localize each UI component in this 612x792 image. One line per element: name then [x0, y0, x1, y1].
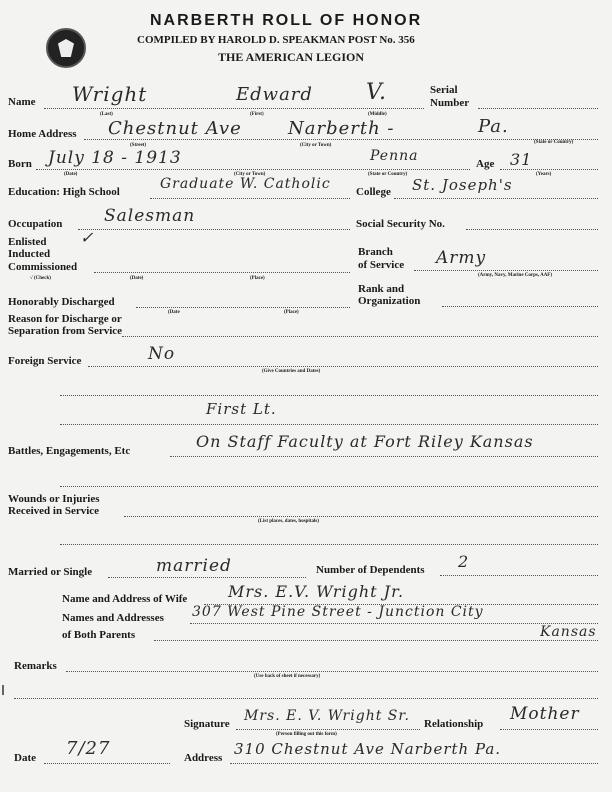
branch-label: Branch: [358, 246, 393, 258]
college-label: College: [356, 186, 391, 198]
relationship-line: [500, 729, 598, 730]
born-state-sublabel: (State or Country): [368, 172, 408, 177]
wife-address-entry: 307 West Pine Street - Junction City: [192, 604, 484, 620]
ssn-line: [466, 229, 598, 230]
battles-line-3: [60, 486, 598, 487]
parents-line-1: [190, 623, 598, 624]
signature-label: Signature: [184, 718, 230, 730]
signature-line: [236, 729, 420, 730]
parents-line-2: [154, 640, 598, 641]
ssn-label: Social Security No.: [356, 218, 445, 230]
check-sublabel: √ (Check): [30, 276, 51, 281]
address-label: Address: [184, 752, 223, 764]
home-address-label: Home Address: [8, 128, 77, 140]
years-sublabel: (Years): [536, 172, 552, 177]
reason-line: [122, 336, 598, 337]
address-entry: 310 Chestnut Ave Narberth Pa.: [234, 740, 502, 758]
name-line: [44, 108, 424, 109]
wife-entry: Mrs. E.V. Wright Jr.: [228, 582, 405, 601]
born-label: Born: [8, 158, 32, 170]
of-service-label: of Service: [358, 259, 405, 271]
middle-name-entry: V.: [366, 80, 388, 105]
serial-label: Serial: [430, 84, 458, 96]
foreign-service-label: Foreign Service: [8, 355, 82, 367]
foreign-service-line-2: [60, 395, 598, 396]
discharge-line: [136, 307, 350, 308]
first-sublabel: (First): [250, 112, 264, 117]
born-city-sublabel: (City or Town): [234, 172, 266, 177]
number-label: Number: [430, 97, 470, 109]
reason-label-2: Separation from Service: [8, 325, 123, 337]
service-entry-line: [94, 272, 350, 273]
battles-entry: On Staff Faculty at Fort Riley Kansas: [196, 432, 534, 451]
age-entry: 31: [510, 150, 533, 169]
married-line: [108, 577, 306, 578]
commission-place-sublabel: (Place): [250, 276, 265, 281]
commissioned-label: Commissioned: [8, 261, 78, 273]
foreign-service-entry: No: [148, 344, 176, 364]
date-line: [44, 763, 170, 764]
american-legion-emblem: [46, 28, 86, 68]
serial-line: [478, 108, 598, 109]
discharge-place-sublabel: (Place): [284, 310, 299, 315]
married-label: Married or Single: [8, 566, 93, 578]
city-entry: Narberth -: [288, 118, 395, 139]
battles-label: Battles, Engagements, Etc: [8, 445, 131, 457]
form-title: NARBERTH ROLL OF HONOR: [150, 12, 423, 29]
dependents-label: Number of Dependents: [316, 564, 425, 576]
branch-entry: Army: [436, 248, 487, 268]
relationship-entry: Mother: [510, 704, 580, 724]
battles-line-1: [60, 424, 598, 425]
use-back-sublabel: (Use back of sheet if necessary): [254, 674, 321, 679]
last-sublabel: (Last): [100, 112, 113, 117]
rank-label: Rank and: [358, 283, 405, 295]
wounds-label-2: Received in Service: [8, 505, 100, 517]
married-entry: married: [156, 556, 232, 576]
wounds-line: [124, 516, 598, 517]
born-date-sublabel: (Date): [64, 172, 78, 177]
relationship-label: Relationship: [424, 718, 484, 730]
remarks-line: [66, 671, 598, 672]
form-organization: THE AMERICAN LEGION: [218, 50, 365, 64]
first-name-entry: Edward: [236, 84, 313, 105]
education-label: Education: High School: [8, 186, 120, 198]
occupation-entry: Salesman: [104, 206, 196, 226]
give-countries-sublabel: (Give Countries and Dates): [262, 369, 321, 374]
enlisted-label: Enlisted: [8, 236, 47, 248]
foreign-service-line: [88, 366, 598, 367]
remarks-label: Remarks: [14, 660, 57, 672]
city-sublabel: (City or Town): [300, 143, 332, 148]
date-entry: 7/27: [66, 738, 111, 759]
list-places-sublabel: (List places, dates, hospitals): [258, 519, 319, 524]
margin-mark: [2, 685, 4, 695]
signature-entry: Mrs. E. V. Wright Sr.: [244, 708, 410, 724]
born-date-entry: July 18 - 1913: [48, 148, 182, 168]
college-line: [394, 198, 598, 199]
address-line: [230, 763, 598, 764]
enlisted-check: ✓: [80, 228, 95, 247]
last-name-entry: Wright: [72, 82, 148, 106]
commission-date-sublabel: (Date): [130, 276, 144, 281]
dependents-entry: 2: [458, 552, 470, 571]
state-entry: Pa.: [478, 116, 509, 137]
wife-state-entry: Kansas: [540, 624, 597, 640]
person-filling-sublabel: (Person filling out this form): [276, 732, 337, 737]
reason-label-1: Reason for Discharge or: [8, 313, 122, 325]
dependents-line: [440, 575, 598, 576]
high-school-entry: Graduate W. Catholic: [160, 176, 331, 192]
wife-label: Name and Address of Wife: [62, 593, 188, 605]
age-label: Age: [476, 158, 495, 170]
age-line: [500, 169, 598, 170]
discharge-date-sublabel: (Date: [168, 310, 180, 315]
branches-sublabel: (Army, Navy, Marine Corps, AAF): [478, 273, 553, 278]
born-line: [36, 169, 470, 170]
wounds-label-1: Wounds or Injuries: [8, 493, 100, 505]
street-entry: Chestnut Ave: [108, 118, 242, 139]
rank-line: [442, 306, 598, 307]
parents-label-2: of Both Parents: [62, 629, 136, 641]
branch-line: [414, 270, 598, 271]
remarks-line-2: [14, 698, 598, 699]
form-subtitle: COMPILED BY HAROLD D. SPEAKMAN POST No. 356: [137, 34, 415, 46]
occupation-label: Occupation: [8, 218, 63, 230]
rank-entry: First Lt.: [206, 400, 277, 418]
inducted-label: Inducted: [8, 248, 51, 260]
battles-line-2: [170, 456, 598, 457]
date-label: Date: [14, 752, 36, 764]
middle-sublabel: (Middle): [368, 112, 387, 117]
name-label: Name: [8, 96, 36, 108]
organization-label: Organization: [358, 295, 421, 307]
high-school-line: [150, 198, 350, 199]
honorably-discharged-label: Honorably Discharged: [8, 296, 115, 308]
occupation-line: [78, 229, 350, 230]
state-country-sublabel: (State or Country): [534, 140, 574, 145]
wounds-line-2: [60, 544, 598, 545]
home-address-line: [84, 139, 598, 140]
street-sublabel: (Street): [130, 143, 147, 148]
born-state-entry: Penna: [370, 148, 419, 164]
college-entry: St. Joseph's: [412, 176, 513, 194]
parents-label-1: Names and Addresses: [62, 612, 164, 624]
